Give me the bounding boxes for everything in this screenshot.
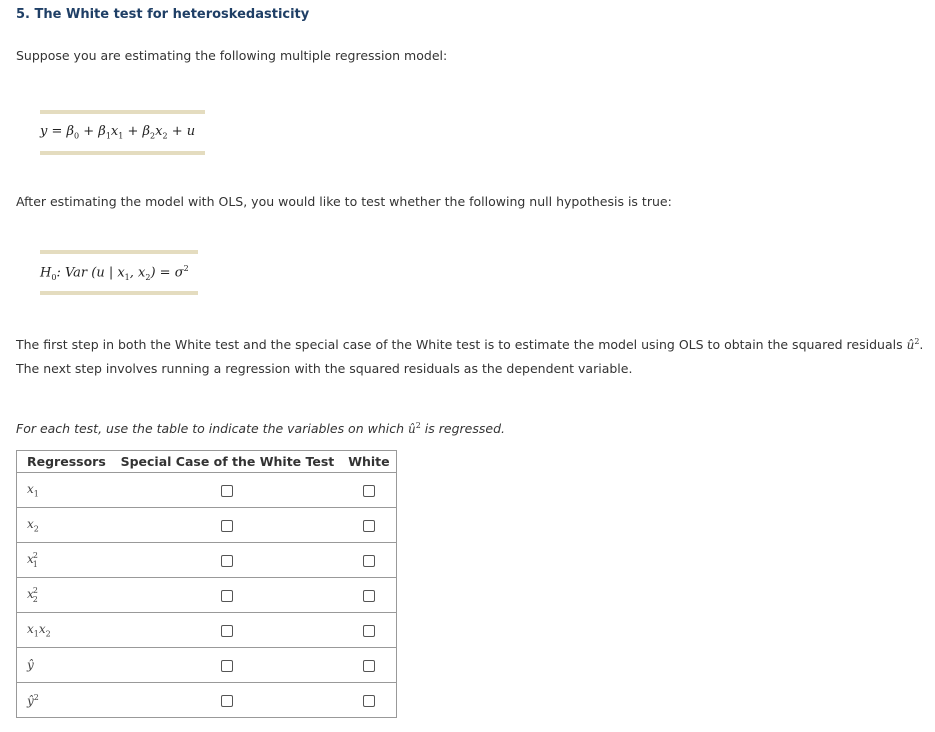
after-text: After estimating the model with OLS, you would like to test whether the following null hypothesis is true: (16, 194, 672, 209)
white-cell (342, 648, 397, 683)
white-cell (342, 613, 397, 648)
regressor-x2-squared: $x_2^2$ (17, 578, 114, 613)
special-x1-checkbox[interactable] (221, 485, 233, 497)
white-cell (342, 473, 397, 508)
special-case-cell (113, 543, 342, 578)
step-text-b: . The next step involves running a regression with the squared residuals as the dependent variable. (16, 337, 924, 376)
white-x1-checkbox[interactable] (363, 485, 375, 497)
white-y-hat-squared-checkbox[interactable] (363, 695, 375, 707)
instruction-text (16, 414, 505, 441)
regressor-x1x2: $x_1x_2$ (17, 613, 114, 648)
special-y-hat-squared-checkbox[interactable] (221, 695, 233, 707)
white-x2-squared-checkbox[interactable] (363, 590, 375, 602)
null-hypothesis-box (40, 250, 198, 295)
white-cell (342, 578, 397, 613)
special-x1-squared-checkbox[interactable] (221, 555, 233, 567)
special-case-cell (113, 648, 342, 683)
special-x1x2-checkbox[interactable] (221, 625, 233, 637)
table-row (17, 508, 397, 543)
white-cell (342, 683, 397, 718)
special-x2-checkbox[interactable] (221, 520, 233, 532)
white-cell (342, 543, 397, 578)
regressor-x2: $x_2$ (17, 508, 114, 543)
white-x1-squared-checkbox[interactable] (363, 555, 375, 567)
step-text-a: The first step in both the White test and the special case of the White test is to estimate the model using OLS to obtain the squared residuals (16, 337, 907, 352)
special-case-cell (113, 508, 342, 543)
regressor-x1-squared: $x_1^2$ (17, 543, 114, 578)
u-hat-squared-symbol: $û^2$ (408, 421, 421, 436)
table-row (17, 683, 397, 718)
table-header-row (17, 451, 397, 473)
table-row (17, 578, 397, 613)
regressor-y-hat-squared: $ŷ^2$ (17, 683, 114, 718)
special-case-cell (113, 613, 342, 648)
regressor-y-hat: ŷ (17, 648, 114, 683)
instruction-b: is regressed. (420, 421, 505, 436)
header-white: White (342, 451, 397, 473)
white-cell (342, 508, 397, 543)
header-special-case: Special Case of the White Test (113, 451, 342, 473)
model-equation: $y = \beta_0 + \beta_1x_1 + \beta_2x_2 + u$ (40, 124, 196, 141)
u-hat-squared-symbol: $û^2$ (906, 337, 920, 352)
white-x1x2-checkbox[interactable] (363, 625, 375, 637)
page-title: 5. The White test for heteroskedasticity (16, 7, 310, 22)
special-y-hat-checkbox[interactable] (221, 660, 233, 672)
white-y-hat-checkbox[interactable] (363, 660, 375, 672)
instruction-a: For each test, use the table to indicate the variables on which (16, 421, 408, 436)
intro-text: Suppose you are estimating the following multiple regression model: (16, 48, 448, 63)
header-regressors: Regressors (17, 451, 114, 473)
null-hypothesis: $H_0$: Var (u | $x_1$, $x_2) = \sigma^2$ (40, 264, 189, 282)
table-row (17, 543, 397, 578)
table-row (17, 648, 397, 683)
regressor-x1: $x_1$ (17, 473, 114, 508)
special-case-cell (113, 473, 342, 508)
table-row (17, 473, 397, 508)
white-x2-checkbox[interactable] (363, 520, 375, 532)
special-x2-squared-checkbox[interactable] (221, 590, 233, 602)
special-case-cell (113, 683, 342, 718)
step-text (16, 330, 928, 381)
model-equation-box (40, 110, 205, 155)
special-case-cell (113, 578, 342, 613)
table-row (17, 613, 397, 648)
regressors-table (16, 450, 397, 718)
